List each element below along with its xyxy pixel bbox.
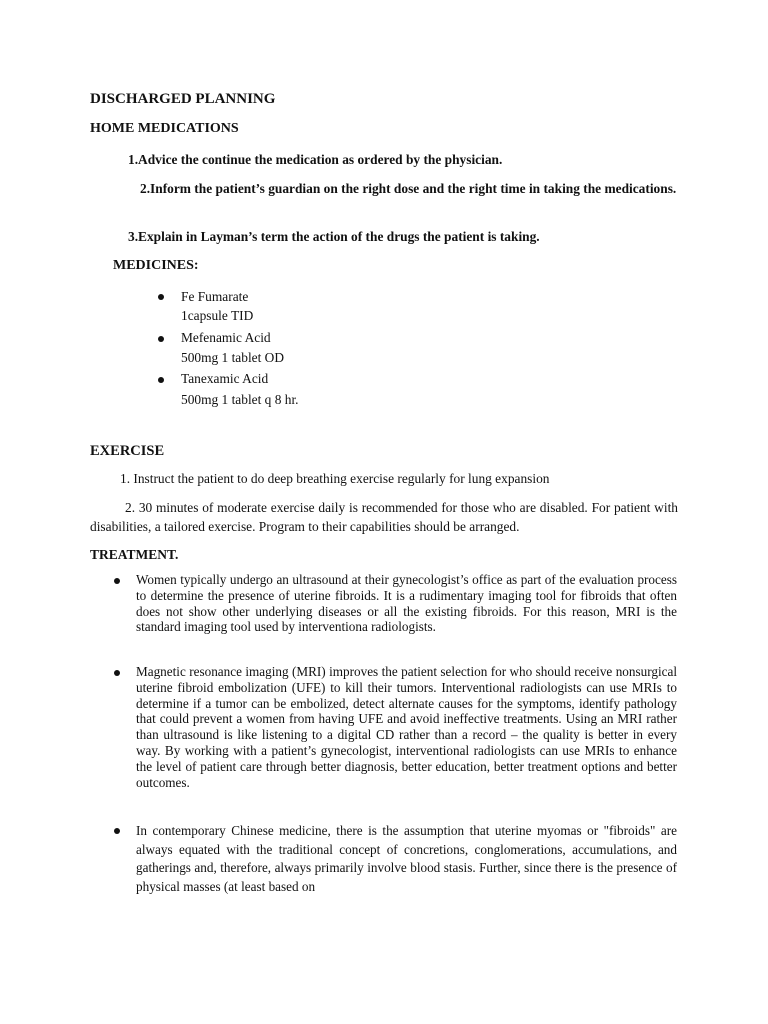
exercise-item-2	[90, 498, 678, 536]
home-medication-item-2	[90, 179, 678, 198]
exercise-heading: EXERCISE	[90, 443, 165, 459]
medicines-heading: MEDICINES:	[113, 258, 199, 273]
bullet-icon	[114, 578, 120, 584]
home-medication-item-2-text: 2.Inform the patient’s guardian on the right dose and the right time in taking the medications.	[140, 181, 677, 196]
bullet-icon	[158, 377, 164, 383]
medicine-name: Fe Fumarate	[181, 289, 249, 304]
bullet-icon	[114, 828, 120, 834]
home-medication-item-3: 3.Explain in Layman’s term the action of the drugs the patient is taking.	[128, 229, 540, 244]
home-medications-heading: HOME MEDICATIONS	[90, 121, 239, 136]
treatment-item-2: Magnetic resonance imaging (MRI) improves the patient selection for who should receive nonsurgical uterine fibroid embolization (UFE) to kill their tumors. Interventional radiologists can use MRIs to determine if a tumor can be embolized, detect alternate causes for the symptoms, identify pathology that could prevent a women from having UFE and avoid ineffective treatments. Using an MRI rather than ultrasound is like listening to a digital CD rather than a record – the quality is better in every way. By working with a patient’s gynecologist, interventional radiologists can use MRIs to enhance the level of patient care through better diagnosis, better education, better treatment options and better outcomes.	[136, 664, 677, 790]
treatment-item-3: In contemporary Chinese medicine, there is the assumption that uterine myomas or "fibroids" are always equated with the traditional concept of concretions, conglomerations, accumulations, and gatherings and, therefore, always primarily involve blood stasis. Further, since there is the presence of physical masses (at least based on	[136, 823, 677, 894]
bullet-icon	[114, 670, 120, 676]
exercise-item-1: 1. Instruct the patient to do deep breathing exercise regularly for lung expansion	[120, 471, 550, 486]
treatment-heading: TREATMENT.	[90, 547, 179, 562]
bullet-icon	[158, 294, 164, 300]
home-medication-item-1: 1.Advice the continue the medication as ordered by the physician.	[128, 152, 503, 167]
bullet-icon	[158, 336, 164, 342]
medicine-dose: 500mg 1 tablet q 8 hr.	[181, 392, 299, 407]
medicine-dose: 1capsule TID	[181, 308, 254, 323]
exercise-item-2-text: 2. 30 minutes of moderate exercise daily is recommended for those who are disabled. For patient with disabilities, a tailored exercise. Program to their capabilities should be arranged.	[90, 500, 678, 534]
medicine-name: Tanexamic Acid	[181, 371, 269, 386]
document-title: DISCHARGED PLANNING	[90, 91, 276, 107]
treatment-item-1: Women typically undergo an ultrasound at their gynecologist’s office as part of the evaluation process to determine the presence of uterine fibroids. It is a rudimentary imaging tool for fibroids that often does not show other underlying diseases or all the existing fibroids. For this reason, MRI is the standard imaging tool used by interventiona radiologists.	[136, 572, 677, 635]
medicine-dose: 500mg 1 tablet OD	[181, 350, 285, 365]
medicine-name: Mefenamic Acid	[181, 330, 271, 345]
